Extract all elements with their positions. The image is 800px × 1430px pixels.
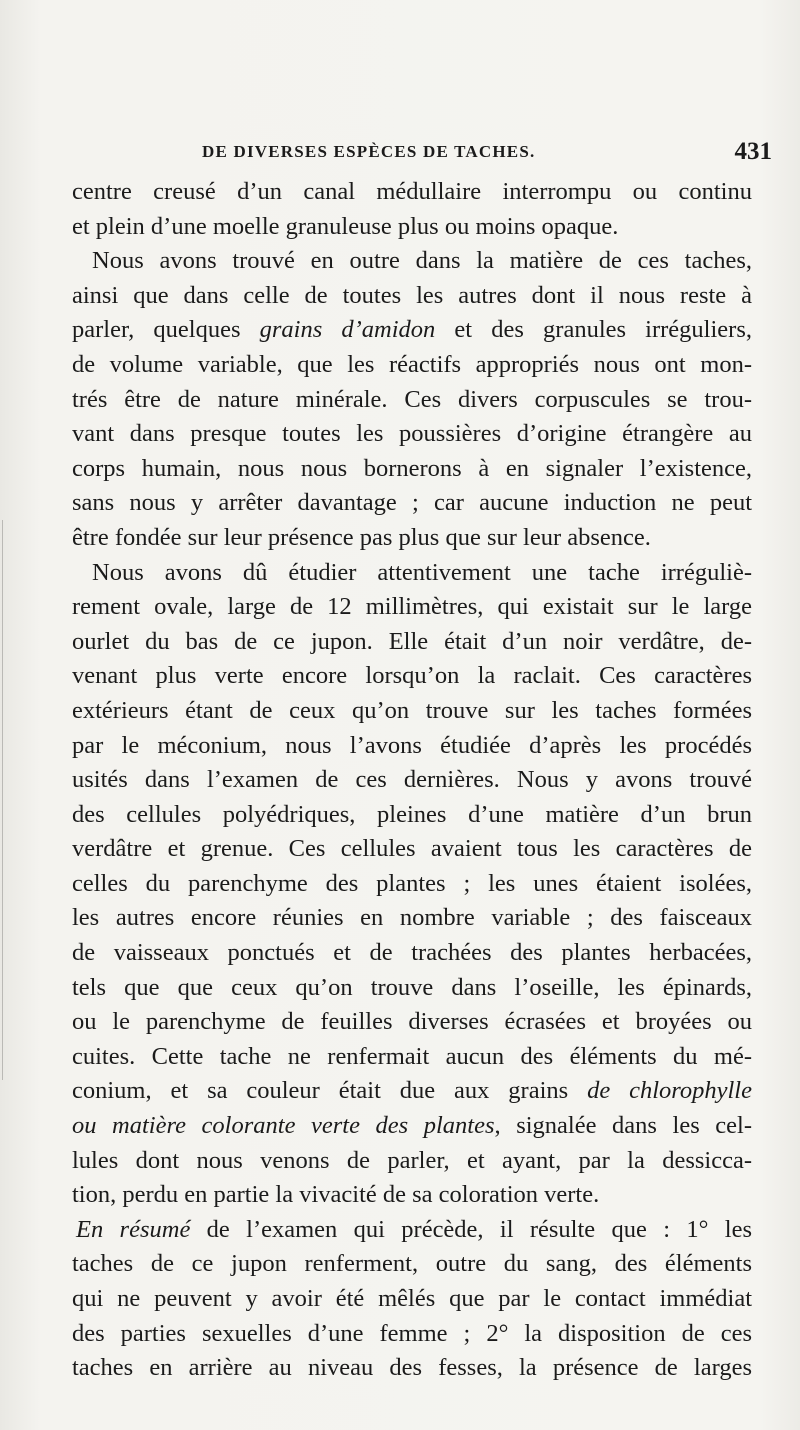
text-line: taches de ce jupon renferment, outre du sang, des éléments — [72, 1250, 752, 1278]
text-line: rement ovale, large de 12 millimètres, qui existait sur le large — [72, 593, 752, 621]
text-line: En résumé de l’examen qui précède, il résulte que : 1° les — [76, 1215, 752, 1243]
page-number: 431 — [734, 138, 772, 165]
text-line: Nous avons trouvé en outre dans la matière de ces taches, — [92, 247, 752, 275]
text-line: celles du parenchyme des plantes ; les unes étaient isolées, — [72, 869, 752, 897]
running-head: DE DIVERSES ESPÈCES DE TACHES. — [202, 142, 536, 161]
text-line: et plein d’une moelle granuleuse plus ou moins opaque. — [72, 212, 619, 240]
text-line: ou le parenchyme de feuilles diverses écrasées et broyées ou — [72, 1008, 752, 1036]
text-line: Nous avons dû étudier attentivement une tache irréguliè- — [92, 558, 752, 586]
text-line: des cellules polyédriques, pleines d’une matière d’un brun — [72, 800, 752, 828]
text-line: centre creusé d’un canal médullaire interrompu ou continu — [72, 178, 752, 205]
text-line: ou matière colorante verte des plantes, signalée dans les cel- — [72, 1112, 753, 1140]
text-line: sans nous y arrêter davantage ; car aucune induction ne peut — [72, 489, 752, 517]
text-line: tion, perdu en partie la vivacité de sa coloration verte. — [72, 1181, 600, 1209]
text-line: extérieurs étant de ceux qu’on trouve sur les taches formées — [72, 696, 752, 724]
text-line: les autres encore réunies en nombre variable ; des faisceaux — [72, 904, 752, 932]
text-line: de vaisseaux ponctués et de trachées des plantes herbacées, — [72, 939, 752, 967]
text-line: vant dans presque toutes les poussières d’origine étrangère au — [72, 420, 752, 448]
text-line: parler, quelques grains d’amidon et des granules irréguliers, — [72, 316, 752, 344]
text-line: usités dans l’examen de ces dernières. Nous y avons trouvé — [72, 766, 752, 794]
text-line: être fondée sur leur présence pas plus que sur leur absence. — [72, 523, 651, 551]
page-header — [72, 138, 772, 170]
text-line: ourlet du bas de ce jupon. Elle était d’un noir verdâtre, de- — [72, 627, 752, 655]
text-line: tels que que ceux qu’on trouve dans l’oseille, les épinards, — [72, 973, 752, 1001]
italic-phrase: ou matière colorante verte des plantes — [72, 1112, 495, 1140]
text-line: lules dont nous venons de parler, et ayant, par la dessicca- — [72, 1146, 752, 1174]
text-line: ainsi que dans celle de toutes les autres dont il nous reste à — [72, 281, 752, 309]
text-line: corps humain, nous nous bornerons à en signaler l’existence, — [72, 454, 752, 482]
text-line: qui ne peuvent y avoir été mêlés que par le contact immédiat — [72, 1285, 752, 1312]
italic-phrase: En résumé — [76, 1215, 191, 1243]
text-line: venant plus verte encore lorsqu’on la raclait. Ces caractères — [72, 662, 752, 690]
text-line: des parties sexuelles d’une femme ; 2° la disposition de ces — [72, 1319, 752, 1347]
text-line: de volume variable, que les réactifs appropriés nous ont mon- — [72, 350, 752, 378]
text-line: trés être de nature minérale. Ces divers corpuscules se trou- — [72, 385, 752, 413]
body-text — [72, 175, 752, 1386]
italic-phrase: de chlorophylle — [587, 1077, 752, 1105]
italic-phrase: grains d’amidon — [259, 316, 436, 344]
text-line: par le méconium, nous l’avons étudiée d’après les procédés — [72, 731, 752, 759]
text-line: verdâtre et grenue. Ces cellules avaient tous les caractères de — [72, 835, 752, 863]
text-line: cuites. Cette tache ne renfermait aucun des éléments du mé- — [72, 1042, 752, 1070]
page-edge-rule — [2, 520, 3, 1080]
text-line: taches en arrière au niveau des fesses, la présence de larges — [72, 1354, 752, 1382]
text-line: conium, et sa couleur était due aux grains de chlorophylle — [72, 1077, 752, 1105]
